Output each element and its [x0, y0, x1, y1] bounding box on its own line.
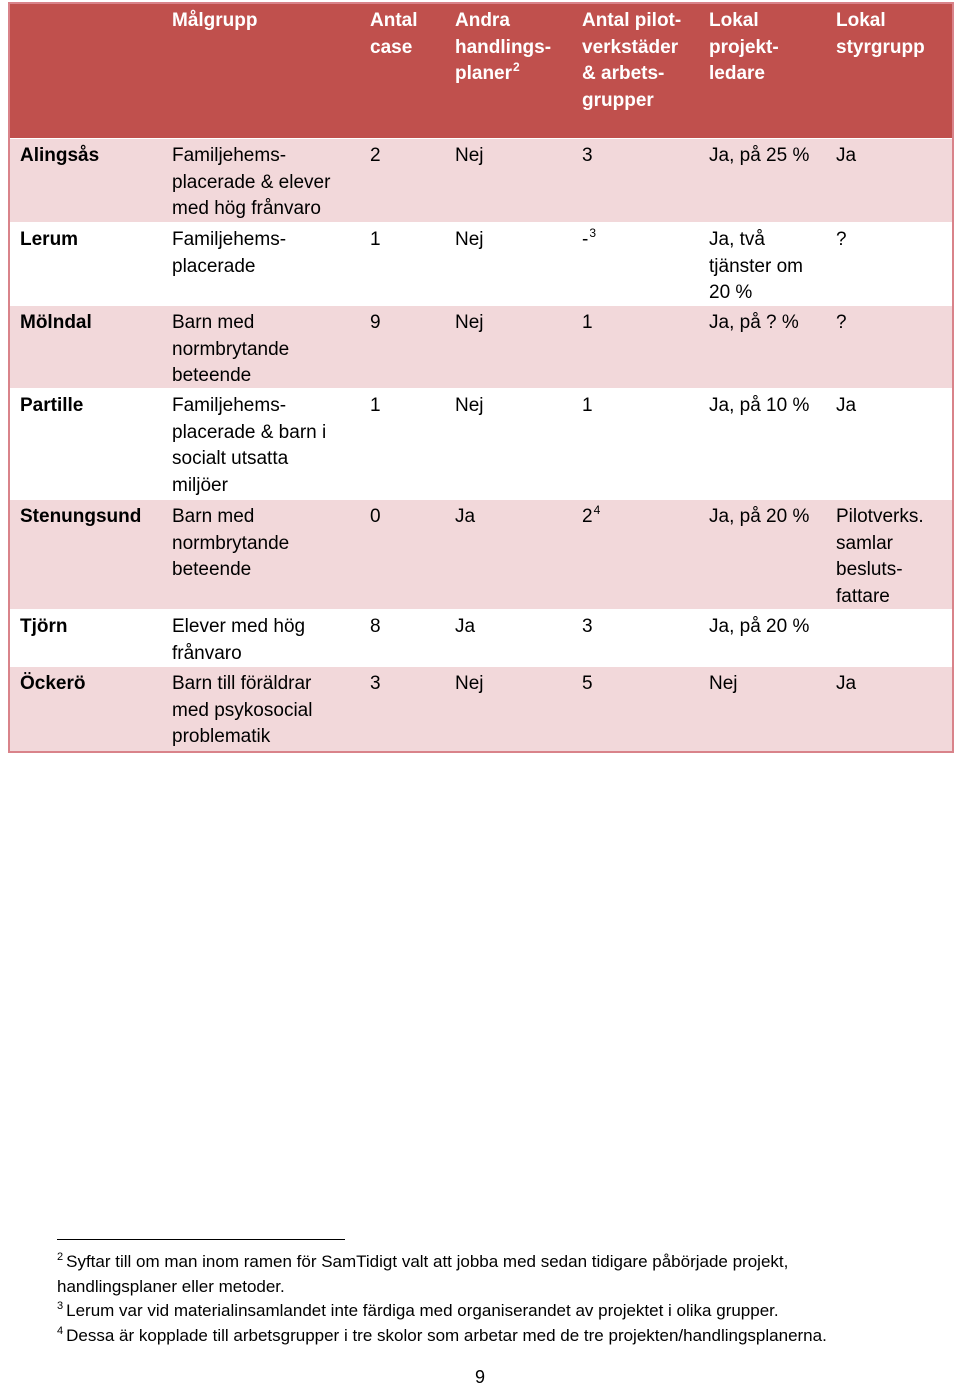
target-group-line: Barn till föräldrar: [172, 673, 312, 694]
workshops-value: 1: [582, 395, 593, 416]
leader-line: Ja, på 20 %: [709, 616, 810, 637]
municipality-name: Tjörn: [20, 616, 68, 637]
cell-steering-group: [826, 667, 952, 751]
steering-line: samlar: [836, 532, 894, 554]
steering-line: fattare: [836, 585, 890, 607]
leader-line: Ja, på ? %: [709, 312, 799, 333]
workshops-value: 3: [582, 616, 593, 637]
steering-line: besluts-: [836, 559, 903, 580]
header-cases: [360, 4, 445, 138]
cell-steering-group: [826, 223, 952, 305]
header-plans-line: Andra: [455, 10, 510, 31]
header-cases-line: case: [370, 36, 413, 58]
leader-line: Ja, två: [709, 229, 765, 250]
municipality-name: Öckerö: [20, 673, 86, 694]
header-cases-line: Antal: [370, 10, 418, 31]
target-group-line: miljöer: [172, 474, 228, 496]
header-target-group: Målgrupp: [172, 10, 258, 31]
municipality-name: Mölndal: [20, 312, 92, 333]
cell-cases: [360, 139, 445, 222]
footnote-text-continued: handlingsplaner eller metoder.: [57, 1276, 285, 1296]
municipality-name: Lerum: [20, 229, 79, 250]
cell-cases: [360, 667, 445, 751]
header-leader-line: projekt-: [709, 36, 779, 58]
target-group-line: normbrytande: [172, 532, 290, 554]
cases-value: 0: [370, 506, 381, 527]
target-group-line: Familjehems-: [172, 229, 287, 250]
cell-target-group: [162, 500, 360, 609]
cell-project-leader: [699, 223, 826, 305]
cell-cases: [360, 500, 445, 609]
cell-municipality: [10, 610, 162, 666]
workshops-value: 1: [582, 312, 593, 333]
header-workshops-line: Antal pilot-: [582, 10, 682, 31]
target-group-line: placerade & elever: [172, 171, 331, 193]
target-group-line: placerade: [172, 255, 256, 277]
cell-workshops: [572, 139, 699, 222]
cell-project-leader: [699, 667, 826, 751]
plans-value: Ja: [455, 616, 476, 637]
cell-target-group: [162, 306, 360, 388]
cell-target-group: [162, 223, 360, 305]
footnote-ref: 2: [513, 60, 520, 74]
footnote-ref: 4: [593, 503, 601, 517]
table-body: [10, 138, 952, 751]
table-row: [10, 499, 952, 609]
cell-other-plans: [445, 223, 572, 305]
cell-workshops: [572, 306, 699, 388]
cases-value: 1: [370, 395, 381, 416]
workshops-value: -: [582, 229, 589, 250]
footnote-separator: [57, 1239, 345, 1240]
cell-workshops: [572, 389, 699, 499]
plans-value: Nej: [455, 312, 484, 333]
header-municipality: [10, 4, 162, 138]
cases-value: 9: [370, 312, 381, 333]
target-group-line: normbrytande: [172, 338, 290, 360]
table-row: [10, 222, 952, 305]
header-workshops-line: verkstäder: [582, 36, 679, 58]
target-group-line: Familjehems-: [172, 395, 287, 416]
cell-municipality: [10, 389, 162, 499]
cell-cases: [360, 610, 445, 666]
cases-value: 3: [370, 673, 381, 694]
cell-cases: [360, 306, 445, 388]
municipality-name: Stenungsund: [20, 506, 142, 527]
steering-line: ?: [836, 312, 847, 333]
header-workshops: [572, 4, 699, 138]
cell-steering-group: [826, 500, 952, 609]
cell-other-plans: [445, 667, 572, 751]
cell-other-plans: [445, 389, 572, 499]
cell-project-leader: [699, 610, 826, 666]
municipality-name: Alingsås: [20, 145, 100, 166]
workshops-value: 5: [582, 673, 593, 694]
footnotes: [57, 1250, 937, 1348]
footnote-ref: 3: [589, 226, 597, 240]
municipality-name: Partille: [20, 395, 84, 416]
table-row: [10, 305, 952, 388]
cell-cases: [360, 389, 445, 499]
footnote-2: [57, 1250, 937, 1275]
steering-line: Ja: [836, 145, 857, 166]
workshops-value: 3: [582, 145, 593, 166]
target-group-line: med psykosocial: [172, 699, 313, 721]
footnote-text: Syftar till om man inom ramen för SamTidigt valt att jobba med sedan tidigare påbörjade projekt,: [66, 1252, 789, 1271]
table-row: [10, 666, 952, 751]
footnote-3: [57, 1299, 937, 1324]
target-group-line: Barn med: [172, 506, 255, 527]
footnote-text: Dessa är kopplade till arbetsgrupper i tre skolor som arbetar med de tre projekten/handlingsplanerna.: [66, 1325, 827, 1345]
table-row: [10, 609, 952, 666]
cell-other-plans: [445, 610, 572, 666]
cell-municipality: [10, 306, 162, 388]
header-plans-line: [455, 61, 572, 88]
cell-workshops: [572, 610, 699, 666]
table-row: [10, 138, 952, 222]
cell-other-plans: [445, 500, 572, 609]
footnote-number: 4: [57, 1324, 64, 1337]
cell-target-group: [162, 610, 360, 666]
target-group-line: Familjehems-: [172, 145, 287, 166]
cell-workshops: [572, 223, 699, 305]
header-plans-line: handlings-: [455, 36, 552, 58]
header-local-steering-group: [826, 4, 952, 138]
table-header-row: [10, 4, 952, 138]
target-group-line: placerade & barn i: [172, 421, 327, 443]
cell-target-group: [162, 667, 360, 751]
table-row: [10, 388, 952, 499]
target-group-line: beteende: [172, 365, 252, 386]
cell-steering-group: [826, 139, 952, 222]
cases-value: 8: [370, 616, 381, 637]
header-other-plans: [445, 4, 572, 138]
cell-project-leader: [699, 306, 826, 388]
leader-line: Ja, på 10 %: [709, 395, 810, 416]
plans-value: Nej: [455, 395, 484, 416]
plans-value: Nej: [455, 673, 484, 694]
target-group-line: Barn med: [172, 312, 255, 333]
cell-other-plans: [445, 306, 572, 388]
leader-line: Ja, på 25 %: [709, 145, 810, 166]
cell-target-group: [162, 389, 360, 499]
target-group-line: problematik: [172, 726, 271, 747]
cell-municipality: [10, 139, 162, 222]
header-leader-line: Lokal: [709, 10, 759, 31]
cell-workshops: [572, 500, 699, 609]
header-workshops-line: grupper: [582, 89, 654, 111]
cell-workshops: [572, 667, 699, 751]
plans-value: Nej: [455, 145, 484, 166]
steering-line: ?: [836, 229, 847, 250]
cell-steering-group: [826, 389, 952, 499]
cell-municipality: [10, 223, 162, 305]
target-group-line: Elever med hög: [172, 616, 306, 637]
target-group-line: med hög frånvaro: [172, 198, 321, 219]
plans-value: Nej: [455, 229, 484, 250]
cell-municipality: [10, 500, 162, 609]
cell-other-plans: [445, 139, 572, 222]
steering-line: Ja: [836, 673, 857, 694]
header-workshops-line: & arbets-: [582, 63, 665, 84]
target-group-line: beteende: [172, 559, 252, 580]
leader-line: 20 %: [709, 282, 753, 303]
header-local-project-leader: [699, 4, 826, 138]
steering-line: Pilotverks.: [836, 506, 924, 527]
footnote-4: [57, 1324, 937, 1349]
header-leader-line: ledare: [709, 63, 765, 84]
footnote-number: 3: [57, 1300, 64, 1312]
cell-target-group: [162, 139, 360, 222]
leader-line: Nej: [709, 673, 738, 694]
page-number: 9: [474, 1367, 485, 1387]
cell-municipality: [10, 667, 162, 751]
target-group-line: frånvaro: [172, 642, 242, 664]
header-steering-line: styrgrupp: [836, 36, 925, 58]
steering-line: Ja: [836, 395, 857, 416]
footnote-text: Lerum var vid materialinsamlandet inte färdiga med organiserandet av projektet i olika grupper.: [66, 1301, 779, 1320]
cell-project-leader: [699, 389, 826, 499]
header-plans-text: planer: [455, 63, 513, 84]
target-group-line: socialt utsatta: [172, 448, 289, 469]
cell-project-leader: [699, 139, 826, 222]
municipality-table: [8, 2, 954, 753]
cases-value: 2: [370, 145, 381, 166]
footnote-number: 2: [57, 1251, 64, 1263]
leader-line: Ja, på 20 %: [709, 506, 810, 527]
cell-steering-group: [826, 610, 952, 666]
plans-value: Ja: [455, 506, 476, 527]
cases-value: 1: [370, 229, 381, 250]
header-steering-line: Lokal: [836, 10, 886, 31]
cell-steering-group: [826, 306, 952, 388]
cell-cases: [360, 223, 445, 305]
workshops-value: 2: [582, 506, 593, 527]
leader-line: tjänster om: [709, 255, 803, 277]
cell-project-leader: [699, 500, 826, 609]
